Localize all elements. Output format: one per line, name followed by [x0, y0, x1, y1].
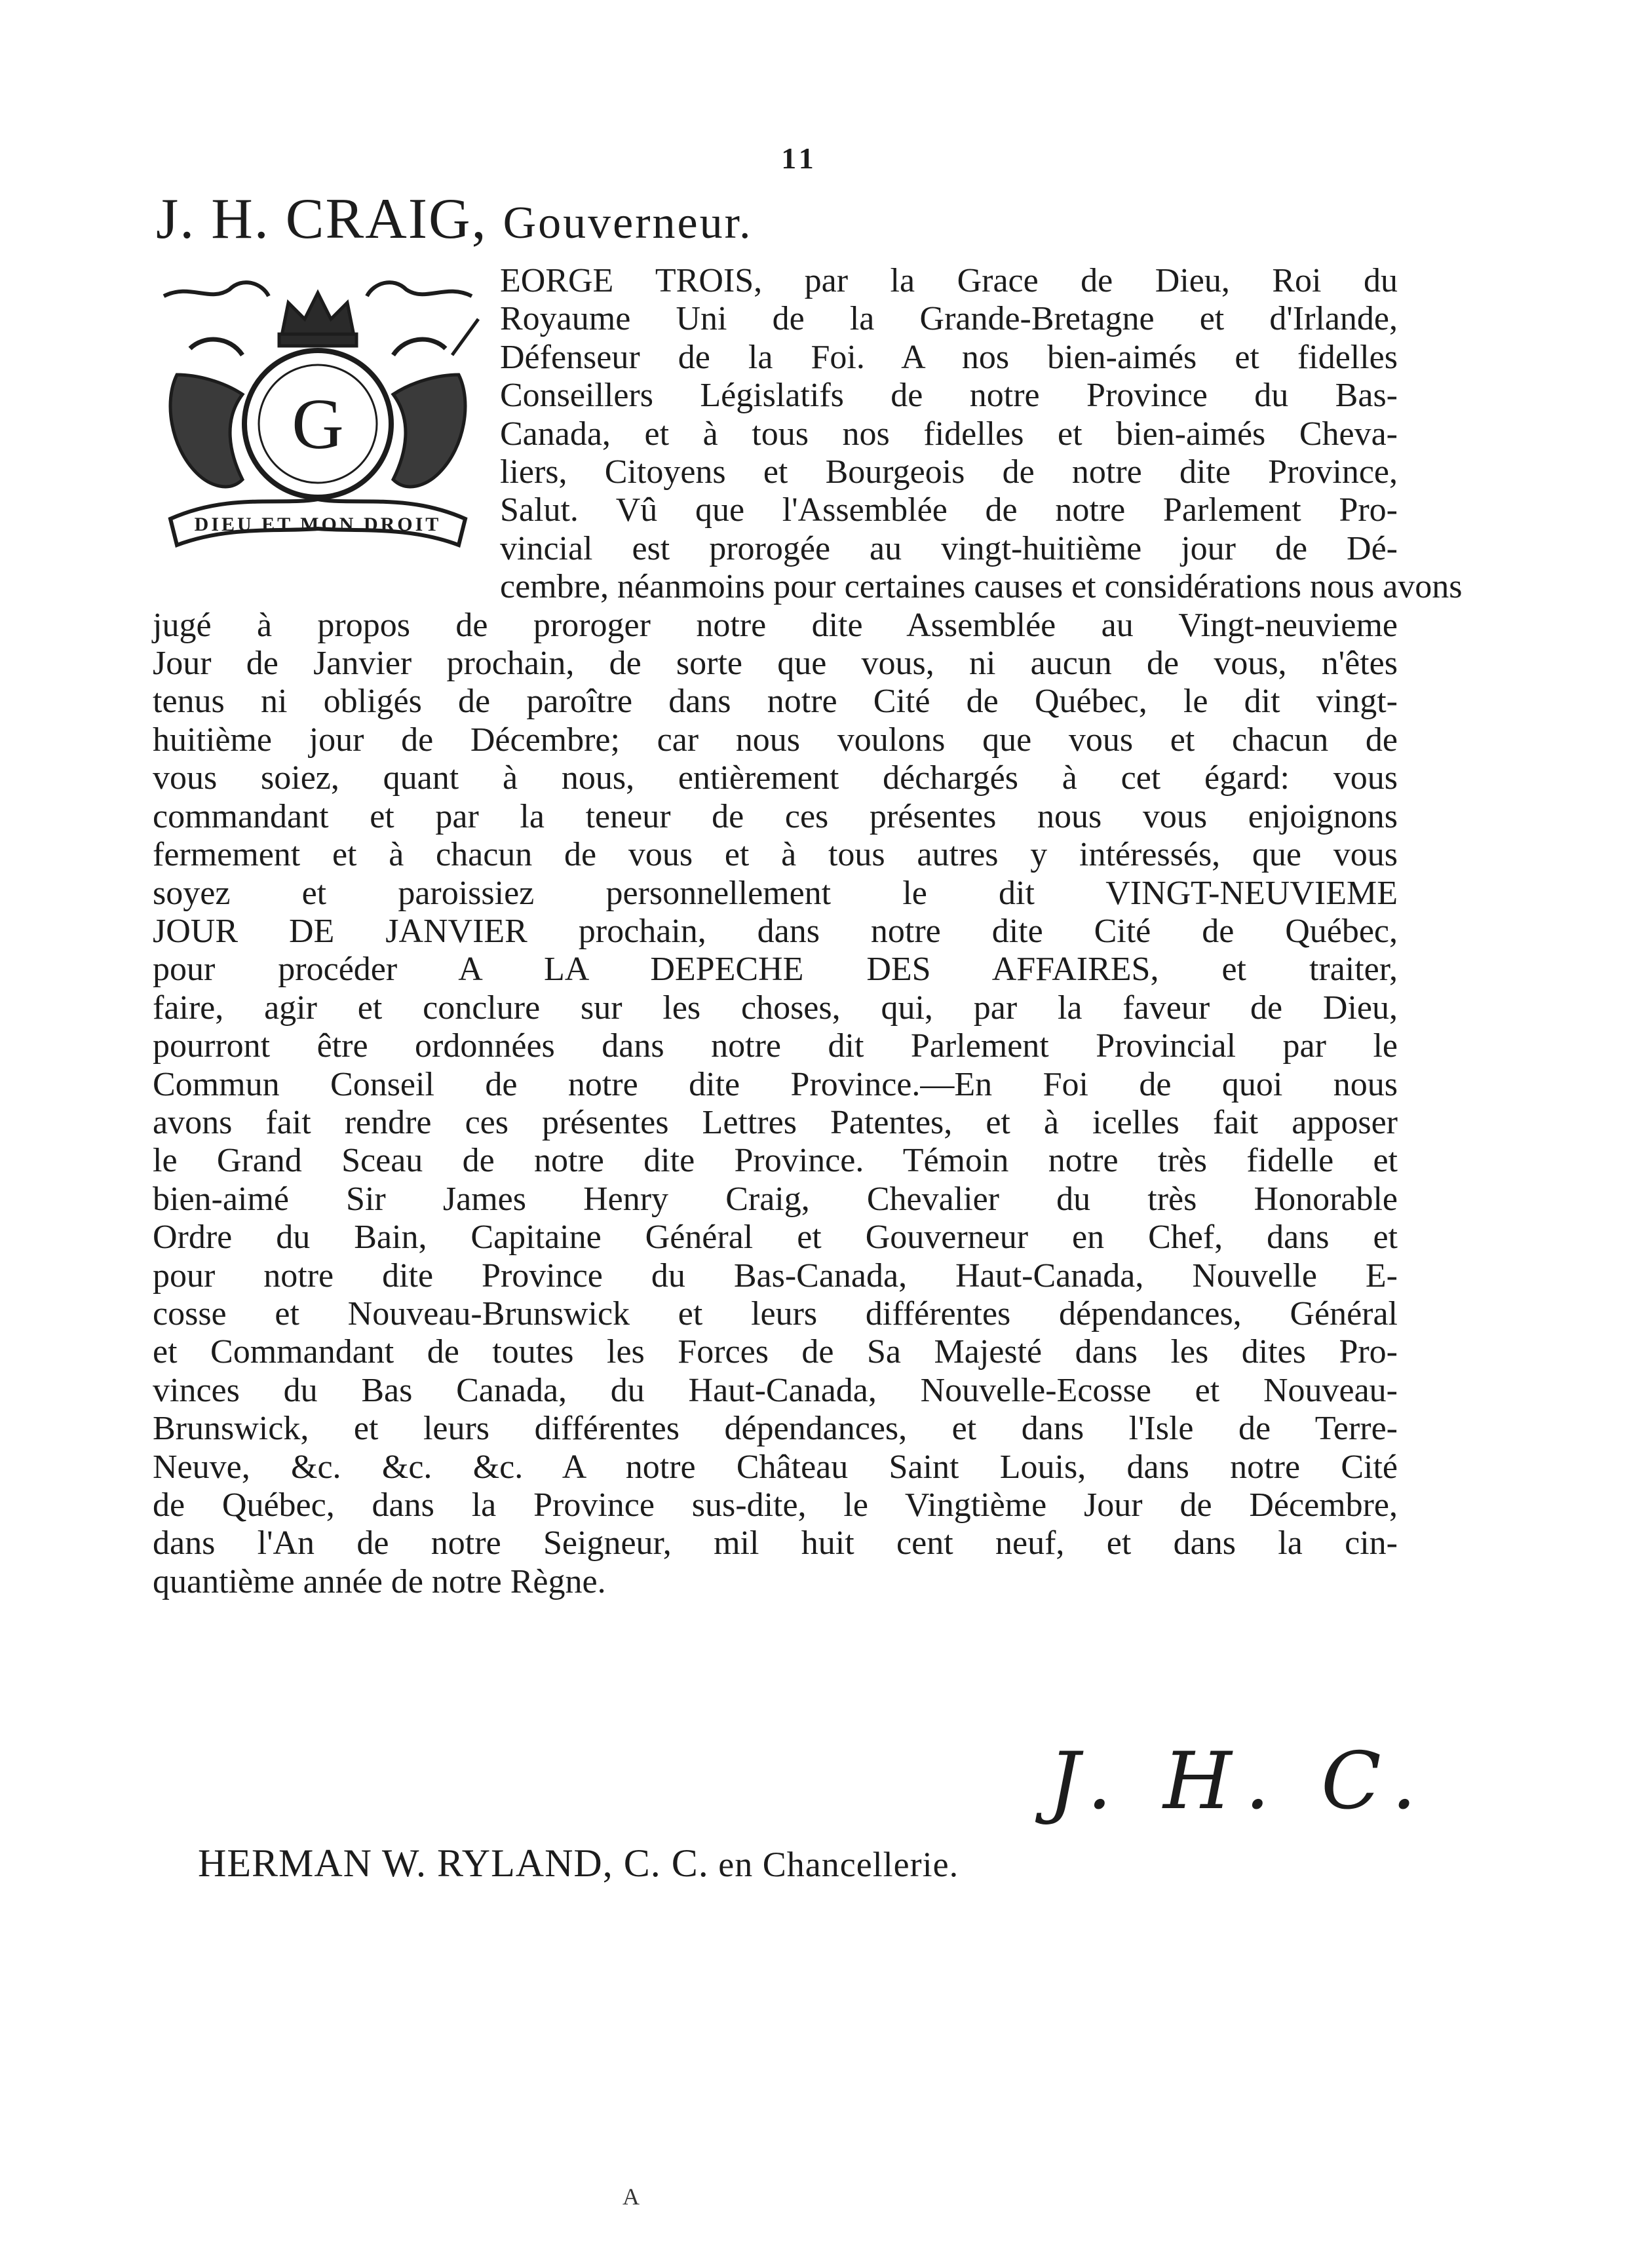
text-line: Défenseur de la Foi. A nos bien-aimés et fidelles — [500, 338, 1398, 376]
governor-name: J. H. CRAIG, — [156, 187, 503, 251]
text-line: pour procéder A LA DEPECHE DES AFFAIRES, et traiter, — [153, 951, 1398, 989]
text-line: et Commandant de toutes les Forces de Sa Majesté dans les dites Pro- — [153, 1333, 1398, 1371]
text-line: le Grand Sceau de notre dite Province. Témoin notre très fidelle et — [153, 1142, 1398, 1180]
page-number: 11 — [781, 142, 818, 175]
text-line: Ordre du Bain, Capitaine Général et Gouverneur en Chef, dans et — [153, 1219, 1398, 1257]
text-line: pour notre dite Province du Bas-Canada, Haut-Canada, Nouvelle E- — [153, 1257, 1398, 1295]
text-line: jugé à propos de proroger notre dite Assemblée au Vingt-neuvieme — [153, 606, 1398, 644]
signer-office: en Chancellerie. — [708, 1845, 959, 1884]
text-line: vincial est prorogée au vingt-huitième jour de Dé- — [500, 529, 1398, 567]
text-line: Brunswick, et leurs différentes dépendances, et dans l'Isle de Terre- — [153, 1410, 1398, 1448]
text-line: quantième année de notre Règne. — [153, 1562, 606, 1600]
text-line: de Québec, dans la Province sus-dite, le Vingtième Jour de Décembre, — [153, 1486, 1398, 1524]
text-line: Royaume Uni de la Grande-Bretagne et d'Irlande, — [500, 300, 1398, 338]
text-line: tenus ni obligés de paroître dans notre Cité de Québec, le dit vingt- — [153, 683, 1398, 721]
text-line: liers, Citoyens et Bourgeois de notre dite Province, — [500, 453, 1398, 491]
page-mark: A — [623, 2183, 640, 2210]
countersignature — [198, 1841, 959, 1886]
text-line: Jour de Janvier prochain, de sorte que vous, ni aucun de vous, n'êtes — [153, 645, 1398, 683]
text-line: cembre, néanmoins pour certaines causes et considérations nous avons — [500, 568, 1463, 606]
signer-name: HERMAN W. RYLAND, C. C. — [198, 1842, 709, 1885]
text-line: bien-aimé Sir James Henry Craig, Chevalier du très Honorable — [153, 1180, 1398, 1218]
proclamation-text — [153, 262, 1463, 1601]
text-line: EORGE TROIS, par la Grace de Dieu, Roi du — [500, 262, 1398, 299]
text-line: pourront être ordonnées dans notre dit Parlement Provincial par le — [153, 1027, 1398, 1065]
text-line: commandant et par la teneur de ces présentes nous vous enjoignons — [153, 797, 1398, 835]
text-line: vous soiez, quant à nous, entièrement déchargés à cet égard: vous — [153, 759, 1398, 797]
text-line: cosse et Nouveau-Brunswick et leurs différentes dépendances, Général — [153, 1295, 1398, 1332]
text-line: huitième jour de Décembre; car nous voulons que vous et chacun de — [153, 721, 1398, 759]
text-line: vinces du Bas Canada, du Haut-Canada, Nouvelle-Ecosse et Nouveau- — [153, 1371, 1398, 1409]
text-line: avons fait rendre ces présentes Lettres Patentes, et à icelles fait apposer — [153, 1103, 1398, 1141]
signature-initials: J. H. C. — [1048, 1736, 1430, 1827]
crest-motto: DIEU ET MON DROIT — [194, 514, 442, 535]
text-line: soyez et paroissiez personnellement le dit VINGT-NEUVIEME — [153, 874, 1398, 912]
governor-title: Gouverneur. — [503, 198, 753, 248]
page-title — [156, 187, 753, 256]
text-line: fermement et à chacun de vous et à tous autres y intéressés, que vous — [153, 836, 1398, 874]
text-line: Commun Conseil de notre dite Province.—En Foi de quoi nous — [153, 1065, 1398, 1103]
crest-spacer — [153, 262, 500, 570]
text-line: Salut. Vû que l'Assemblée de notre Parlement Pro- — [500, 491, 1398, 529]
crest-initial: G — [292, 384, 344, 464]
text-line: Canada, et à tous nos fidelles et bien-aimés Cheva- — [500, 415, 1398, 453]
text-line: faire, agir et conclure sur les choses, qui, par la faveur de Dieu, — [153, 989, 1398, 1027]
text-line: dans l'An de notre Seigneur, mil huit cent neuf, et dans la cin- — [153, 1524, 1398, 1562]
text-line: Neuve, &c. &c. &c. A notre Château Saint Louis, dans notre Cité — [153, 1448, 1398, 1486]
text-line: Conseillers Législatifs de notre Province du Bas- — [500, 377, 1398, 415]
text-line: JOUR DE JANVIER prochain, dans notre dite Cité de Québec, — [153, 912, 1398, 950]
